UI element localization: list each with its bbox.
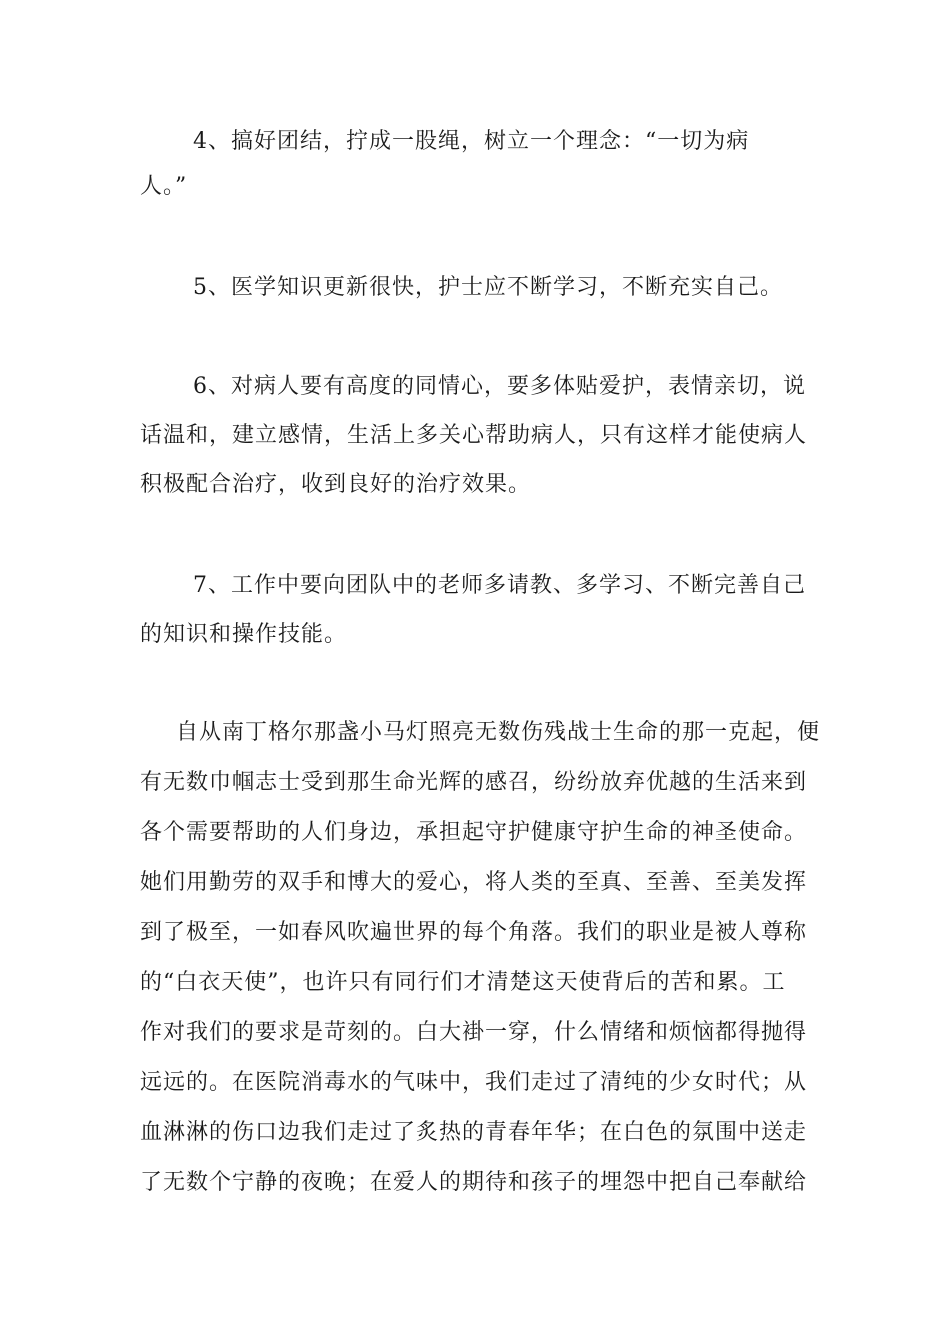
essay-line-6: 的“白衣天使”，也许只有同行们才清楚这天使背后的苦和累。工: [140, 970, 786, 995]
essay-line-10: 了无数个宁静的夜晚；在爱人的期待和孩子的埋怨中把自己奉献给: [140, 1170, 808, 1195]
essay-line-2: 有无数巾帼志士受到那生命光辉的感召，纷纷放弃优越的生活来到: [140, 770, 808, 795]
essay-line-5: 到了极至，一如春风吹遍世界的每个角落。我们的职业是被人尊称: [140, 920, 808, 945]
item-6-line-1: 6、对病人要有高度的同情心，要多体贴爱护，表情亲切，说: [193, 374, 806, 399]
essay-line-3: 各个需要帮助的人们身边，承担起守护健康守护生命的神圣使命。: [140, 820, 808, 845]
essay-line-1: 自从南丁格尔那盏小马灯照亮无数伤残战士生命的那一克起，便: [176, 720, 821, 745]
item-4-line-1: 4、搞好团结，拧成一股绳，树立一个理念：“一切为病: [193, 129, 750, 154]
essay-line-7: 作对我们的要求是苛刻的。白大褂一穿，什么情绪和烦恼都得抛得: [140, 1020, 808, 1045]
essay-line-8: 远远的。在医院消毒水的气味中，我们走过了清纯的少女时代；从: [140, 1070, 808, 1095]
item-7-line-1: 7、工作中要向团队中的老师多请教、多学习、不断完善自己: [193, 573, 806, 598]
item-6-line-3: 积极配合治疗，收到良好的治疗效果。: [140, 472, 532, 497]
item-4-line-2: 人。”: [140, 174, 188, 199]
item-6-line-2: 话温和，建立感情，生活上多关心帮助病人，只有这样才能使病人: [140, 423, 808, 448]
item-7-line-2: 的知识和操作技能。: [140, 622, 348, 647]
essay-line-4: 她们用勤劳的双手和博大的爱心，将人类的至真、至善、至美发挥: [140, 870, 808, 895]
essay-line-9: 血淋淋的伤口边我们走过了炙热的青春年华；在白色的氛围中送走: [140, 1120, 808, 1145]
item-5-line-1: 5、医学知识更新很快，护士应不断学习，不断充实自己。: [193, 275, 783, 300]
